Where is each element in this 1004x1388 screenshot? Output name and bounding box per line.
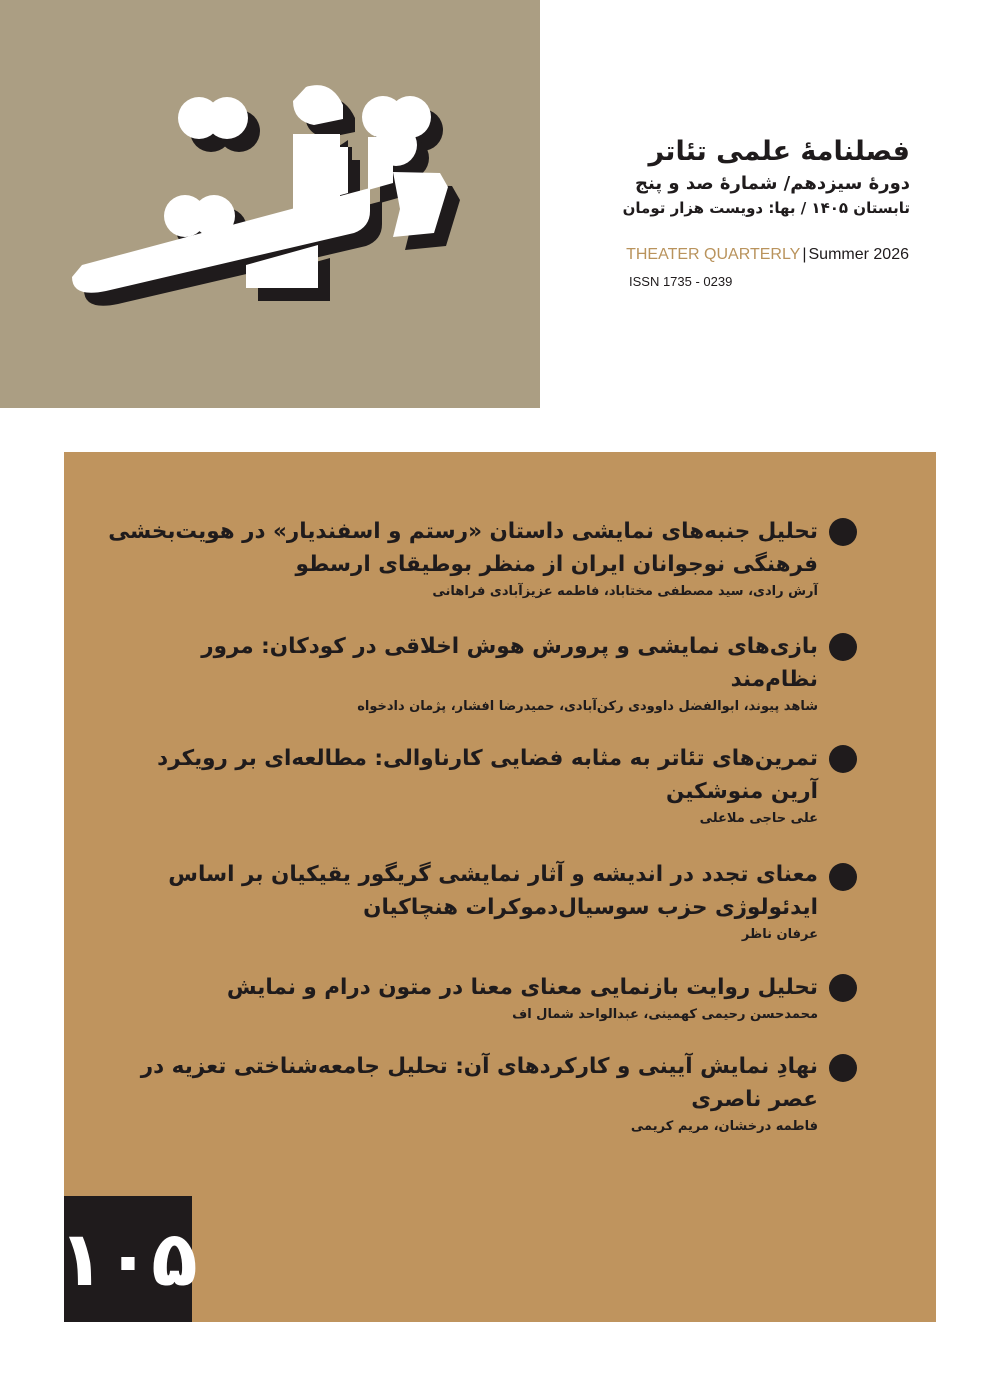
bullet-icon [829,863,857,891]
article-authors: فاطمه درخشان، مریم کریمی [630,1119,818,1134]
issn: ISSN 1735 - 0239 [629,274,733,289]
article-authors: عرفان ناظر [741,927,818,942]
issue-line: دورهٔ سیزدهم/ شمارهٔ صد و پنج [635,173,910,194]
english-title: THEATER QUARTERLY [626,246,801,263]
contents-panel [64,452,936,1322]
bullet-icon [829,633,857,661]
article-title: تمرین‌های تئاتر به مثابه فضایی کارناوالی: مطالعه‌ای بر رویکرد آرین منوشکین [157,746,818,804]
article-authors: علی حاجی ملاعلی [699,811,818,826]
article-3 [108,742,818,830]
article-title: معنای تجدد در اندیشه و آثار نمایشی گریگور یقیکیان بر اساس ایدئولوژی حزب سوسیال‌دموکرات هنچاکیان [168,862,818,920]
bullet-icon [829,745,857,773]
journal-title: فصلنامهٔ علمی تئاتر [648,136,910,167]
article-title: نهادِ نمایش آیینی و کارکردهای آن: تحلیل جامعه‌شناختی تعزیه در عصر ناصری [140,1054,818,1112]
article-4 [108,858,818,946]
title-separator: | [802,246,807,263]
article-5 [108,971,818,1026]
article-title: بازی‌های نمایشی و پرورش هوش اخلاقی در کودکان: مرور نظام‌مند [201,634,818,692]
season-label: Summer 2026 [808,246,909,263]
theater-logotype [0,0,540,408]
article-2 [108,630,818,718]
article-authors: آرش رادی، سید مصطفی مختاباد، فاطمه عزیزآبادی فراهانی [432,584,818,599]
article-authors: محمدحسن رحیمی کهمینی، عبدالواحد شمال اف [512,1007,818,1022]
article-1 [108,515,818,603]
issue-number-box [58,1196,198,1322]
bullet-icon [829,518,857,546]
article-title: تحلیل جنبه‌های نمایشی داستان «رستم و اسفندیار» در هویت‌بخشی فرهنگی نوجوانان ایران از منظر بوطیقای ارسطو [108,519,818,577]
issue-number: ۱۰۵ [58,1214,198,1303]
logo-block [0,0,540,408]
bullet-icon [829,1054,857,1082]
bullet-icon [829,974,857,1002]
latin-line [626,243,909,267]
article-authors: شاهد پیوند، ابوالفضل داوودی رکن‌آبادی، حمیدرضا افشار، پژمان دادخواه [357,699,818,714]
article-title: تحلیل روایت بازنمایی معنای معنا در متون درام و نمایش [226,975,818,1000]
article-6 [108,1050,818,1138]
date-price-line: تابستان ۱۴۰۵ / بها: دویست هزار تومان [622,199,910,217]
masthead [560,132,910,220]
